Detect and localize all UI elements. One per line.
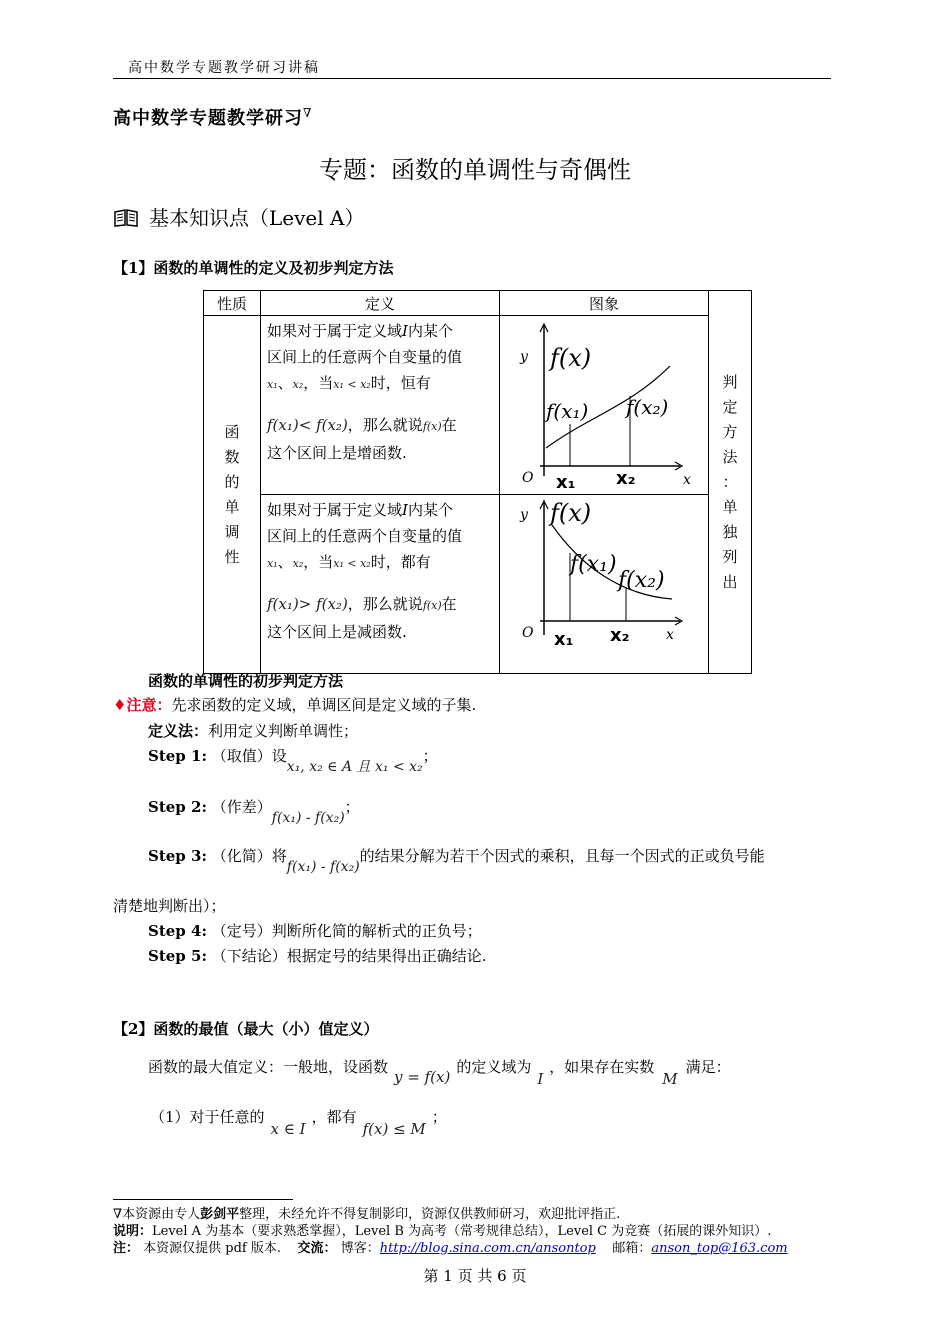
y-axis-label: y [520, 349, 528, 365]
email-link[interactable]: anson_top@163.com [651, 1241, 788, 1256]
origin-label: O [522, 625, 534, 641]
x1-tick-label: x₁ [556, 472, 576, 490]
header-definition: 定义 [261, 291, 500, 316]
fx-label: f(x) [550, 499, 592, 527]
increasing-graph [500, 316, 708, 490]
fx-label: f(x) [550, 344, 592, 372]
drop-icon: ♦ [113, 696, 127, 714]
decreasing-graph-cell [500, 495, 709, 674]
step-4: Step 4: （定号）判断所化简的解析式的正负号； [148, 922, 482, 940]
step-1: Step 1: （取值）设x₁, x₂ ∈ A 且 x₁ < x₂； [148, 747, 438, 775]
section2-heading: 【2】函数的最值（最大（小）值定义） [113, 1020, 379, 1038]
vertical-char: 性 [224, 547, 240, 566]
step-2: Step 2: （作差）f(x₁) - f(x₂)； [148, 798, 360, 826]
vertical-char: 数 [224, 447, 240, 466]
sub-heading: 函数的单调性的初步判定方法 [148, 672, 344, 690]
fx1-label: f(x₁) [546, 399, 589, 423]
decreasing-graph [500, 495, 708, 669]
x2-tick-label: x₂ [610, 625, 630, 646]
vertical-char: 法 [722, 447, 738, 466]
vertical-char: 出 [722, 572, 738, 591]
topic-title: 专题：函数的单调性与奇偶性 [319, 156, 631, 184]
step-3-continuation: 清楚地判断出）； [113, 897, 226, 915]
fx2-label: f(x₂) [626, 395, 669, 419]
property-cell [204, 316, 261, 674]
step-3: Step 3: （化简）将f(x₁) - f(x₂)的结果分解为若干个因式的乘积，且每一个因式的正或负号能 [148, 847, 765, 875]
vertical-char: 判 [722, 372, 738, 391]
footnote-2: 说明：Level A 为基本（要求熟悉掌握），Level B 为高考（常考规律总结），Level C 为竞赛（拓展的课外知识）. [113, 1224, 772, 1239]
x2-tick-label: x₂ [616, 468, 636, 489]
vertical-char: 单 [224, 497, 240, 516]
section1-heading: 【1】函数的单调性的定义及初步判定方法 [113, 259, 394, 277]
header-graph: 图象 [500, 291, 709, 316]
footnote-rule [113, 1199, 293, 1200]
vertical-char: 方 [722, 422, 738, 441]
vertical-char: 定 [722, 397, 738, 416]
blog-link[interactable]: http://blog.sina.com.cn/ansontop [379, 1241, 596, 1256]
x1-tick-label: x₁ [554, 629, 574, 650]
vertical-char: 函 [224, 422, 240, 441]
decreasing-definition: 如果对于属于定义域I内某个 区间上的任意两个自变量的值 x₁、x₂，当x₁ < x₂时，都有 f(x₁)> f(x₂)，那么就说f(x)在 这个区间上是减函数. [261, 495, 500, 674]
level-heading: 基本知识点（Level A） [113, 202, 364, 232]
property-text [204, 420, 260, 570]
fx2-label: f(x₂) [618, 568, 665, 593]
footnote-1: ∇本资源由专人彭剑平整理，未经允许不得复制影印，资源仅供教师研习，欢迎批评指正. [113, 1207, 621, 1222]
max-condition-1: （1）对于任意的x ∈ I，都有f(x) ≤ M； [150, 1108, 447, 1138]
vertical-char: 列 [722, 547, 738, 566]
vertical-char: 的 [224, 472, 240, 491]
footnote-3: 注： 本资源仅提供 pdf 版本. 交流： 博客：http://blog.sina.com.cn/ansontop 邮箱：anson_top@163.com [113, 1241, 788, 1256]
book-icon [113, 208, 139, 232]
method-line: 定义法：利用定义判断单调性； [148, 722, 359, 740]
header-rule [113, 78, 831, 79]
page-number: 第 1 页 共 6 页 [423, 1267, 527, 1285]
vertical-char: 单 [722, 497, 738, 516]
header-property: 性质 [204, 291, 261, 316]
note-line: ♦注意：先求函数的定义域，单调区间是定义域的子集. [113, 696, 477, 714]
y-axis-label: y [520, 507, 528, 523]
course-title: 高中数学专题教学研习∇ [113, 106, 313, 129]
vertical-char: 调 [224, 522, 240, 541]
definition-table [203, 290, 752, 674]
vertical-char: 独 [722, 522, 738, 541]
x-axis-label: x [683, 472, 691, 488]
method-text [709, 370, 751, 595]
running-header: 高中数学专题教学研习讲稿 [128, 60, 320, 76]
fx1-label: f(x₁) [570, 552, 617, 577]
increasing-graph-cell [500, 316, 709, 495]
method-cell [709, 291, 752, 674]
vertical-char: ： [722, 472, 738, 491]
x-axis-label: x [666, 627, 674, 643]
origin-label: O [522, 470, 534, 486]
increasing-definition: 如果对于属于定义域I内某个 区间上的任意两个自变量的值 x₁、x₂，当x₁ < x₂时，恒有 f(x₁)< f(x₂)，那么就说f(x)在 这个区间上是增函数. [261, 316, 500, 495]
max-definition-intro: 函数的最大值定义：一般地，设函数y = f(x)的定义域为I，如果存在实数M满足： [148, 1058, 731, 1088]
step-5: Step 5: （下结论）根据定号的结果得出正确结论. [148, 947, 487, 965]
